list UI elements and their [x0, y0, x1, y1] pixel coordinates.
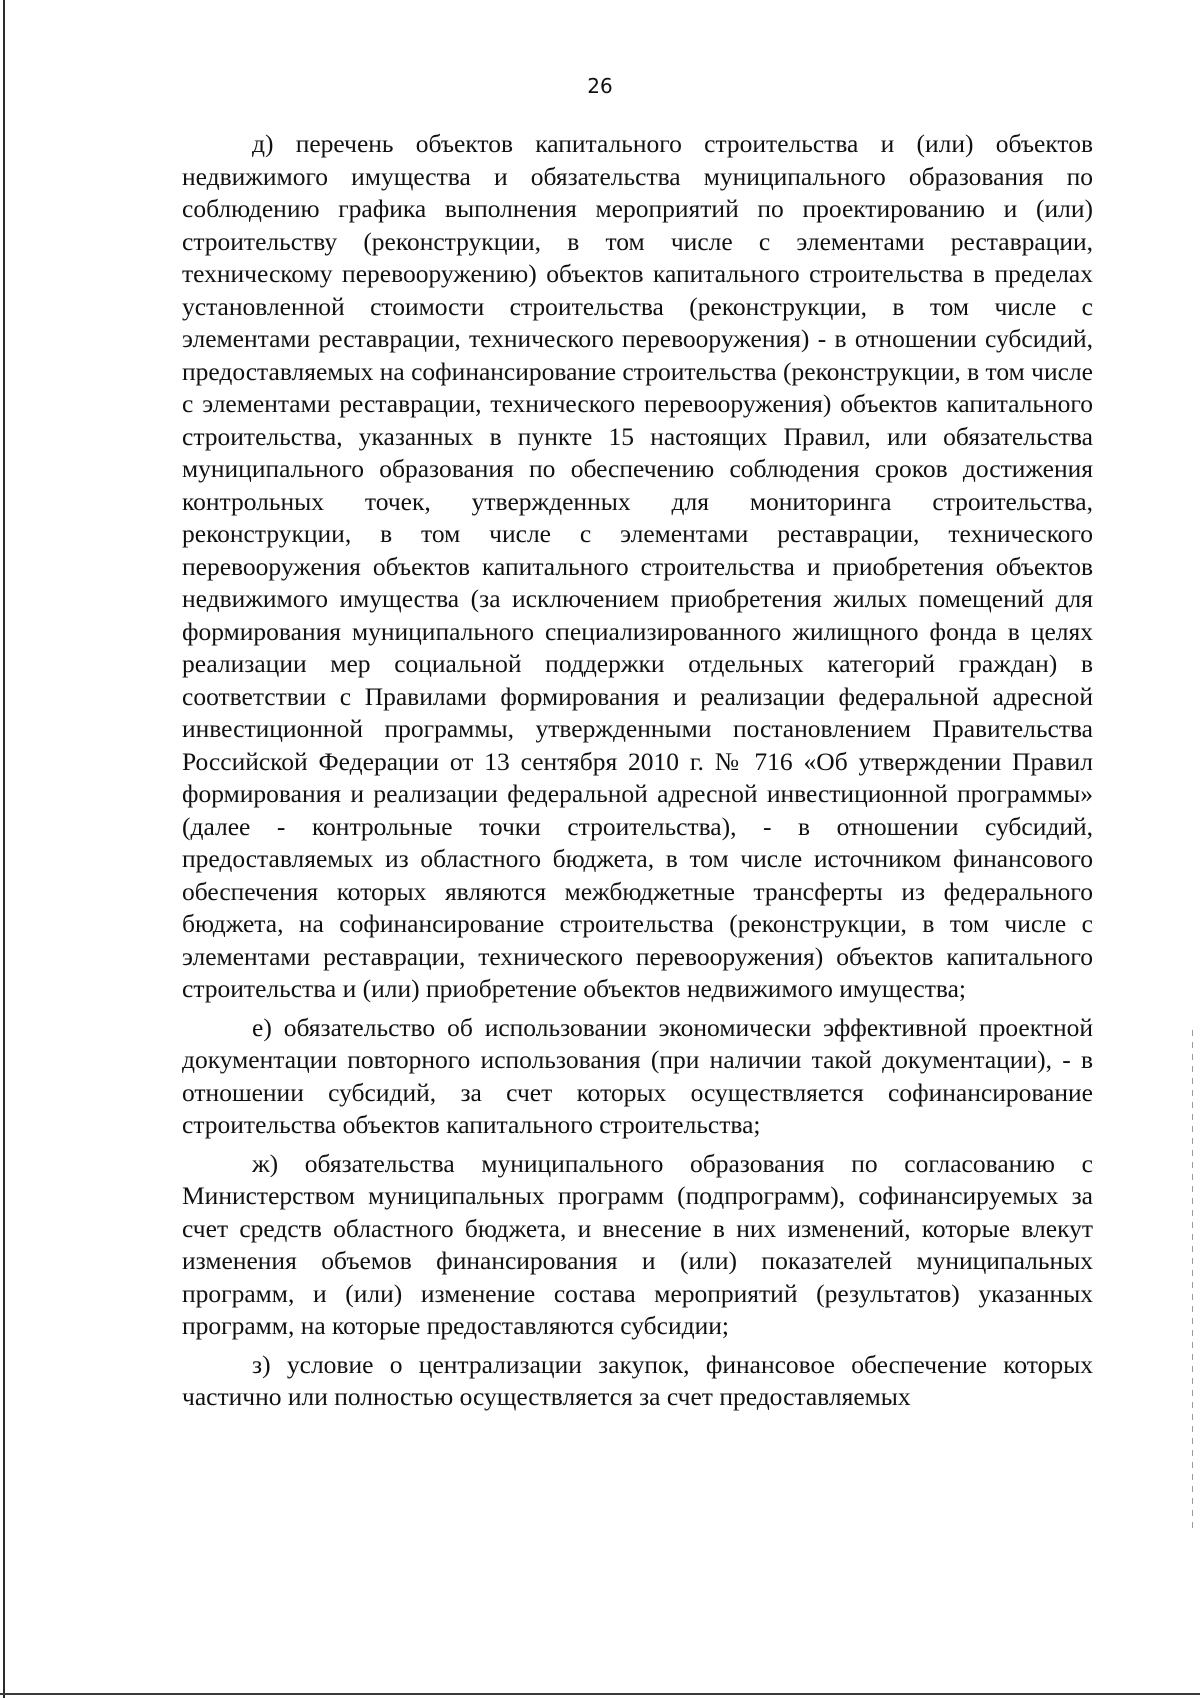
scan-bottom-edge	[0, 1693, 1200, 1695]
scan-left-edge	[3, 0, 5, 1698]
scan-right-dashes	[1192, 1030, 1193, 1530]
paragraph-d: д) перечень объектов капитального строительства и (или) объектов недвижимого имущества и обязательства муниципального образования по соблюдению графика выполнения мероприятий по проектированию и (или) строительству (реконструкции, в том числе с элементами реставрации, техническому перевооружению) объектов капитального строительства в пределах установленной стоимости строительства (реконструкции, в том числе с элементами реставрации, технического перевооружения) - в отношении субсидий, предоставляемых на софинансирование строительства (реконструкции, в том числе с элементами реставрации, технического перевооружения) объектов капитального строительства, указанных в пункте 15 настоящих Правил, или обязательства муниципального образования по обеспечению соблюдения сроков достижения контрольных точек, утвержденных для мониторинга строительства, реконструкции, в том числе с элементами реставрации, технического перевооружения объектов капитального строительства и приобретения объектов недвижимого имущества (за исключением приобретения жилых помещений для формирования муниципального специализированного жилищного фонда в целях реализации мер социальной поддержки отдельных категорий граждан) в соответствии с Правилами формирования и реализации федеральной адресной инвестиционной программы, утвержденными постановлением Правительства Российской Федерации от 13 сентября 2010 г. № 716 «Об утверждении Правил формирования и реализации федеральной адресной инвестиционной программы» (далее - контрольные точки строительства), - в отношении субсидий, предоставляемых из областного бюджета, в том числе источником финансового обеспечения которых являются межбюджетные трансферты из федерального бюджета, на софинансирование строительства (реконструкции, в том числе с элементами реставрации, технического перевооружения) объектов капитального строительства и (или) приобретение объектов недвижимого имущества;	[182, 129, 1093, 1003]
paragraph-z: з) условие о централизации закупок, финансовое обеспечение которых частично или полностью осуществляется за счет предоставляемых	[182, 1349, 1093, 1411]
page-number: 26	[587, 74, 613, 98]
paragraph-e: е) обязательство об использовании экономически эффективной проектной документации повторного использования (при наличии такой документации), - в отношении субсидий, за счет которых осуществляется софинансирование строительства объектов капитального строительства;	[182, 1012, 1093, 1139]
document-body	[182, 128, 1093, 1414]
paragraph-zh: ж) обязательства муниципального образования по согласованию с Министерством муниципальных программ (подпрограмм), софинансируемых за счет средств областного бюджета, и внесение в них изменений, которые влекут изменения объемов финансирования и (или) показателей муниципальных программ, и (или) изменение состава мероприятий (результатов) указанных программ, на которые предоставляются субсидии;	[182, 1148, 1093, 1340]
